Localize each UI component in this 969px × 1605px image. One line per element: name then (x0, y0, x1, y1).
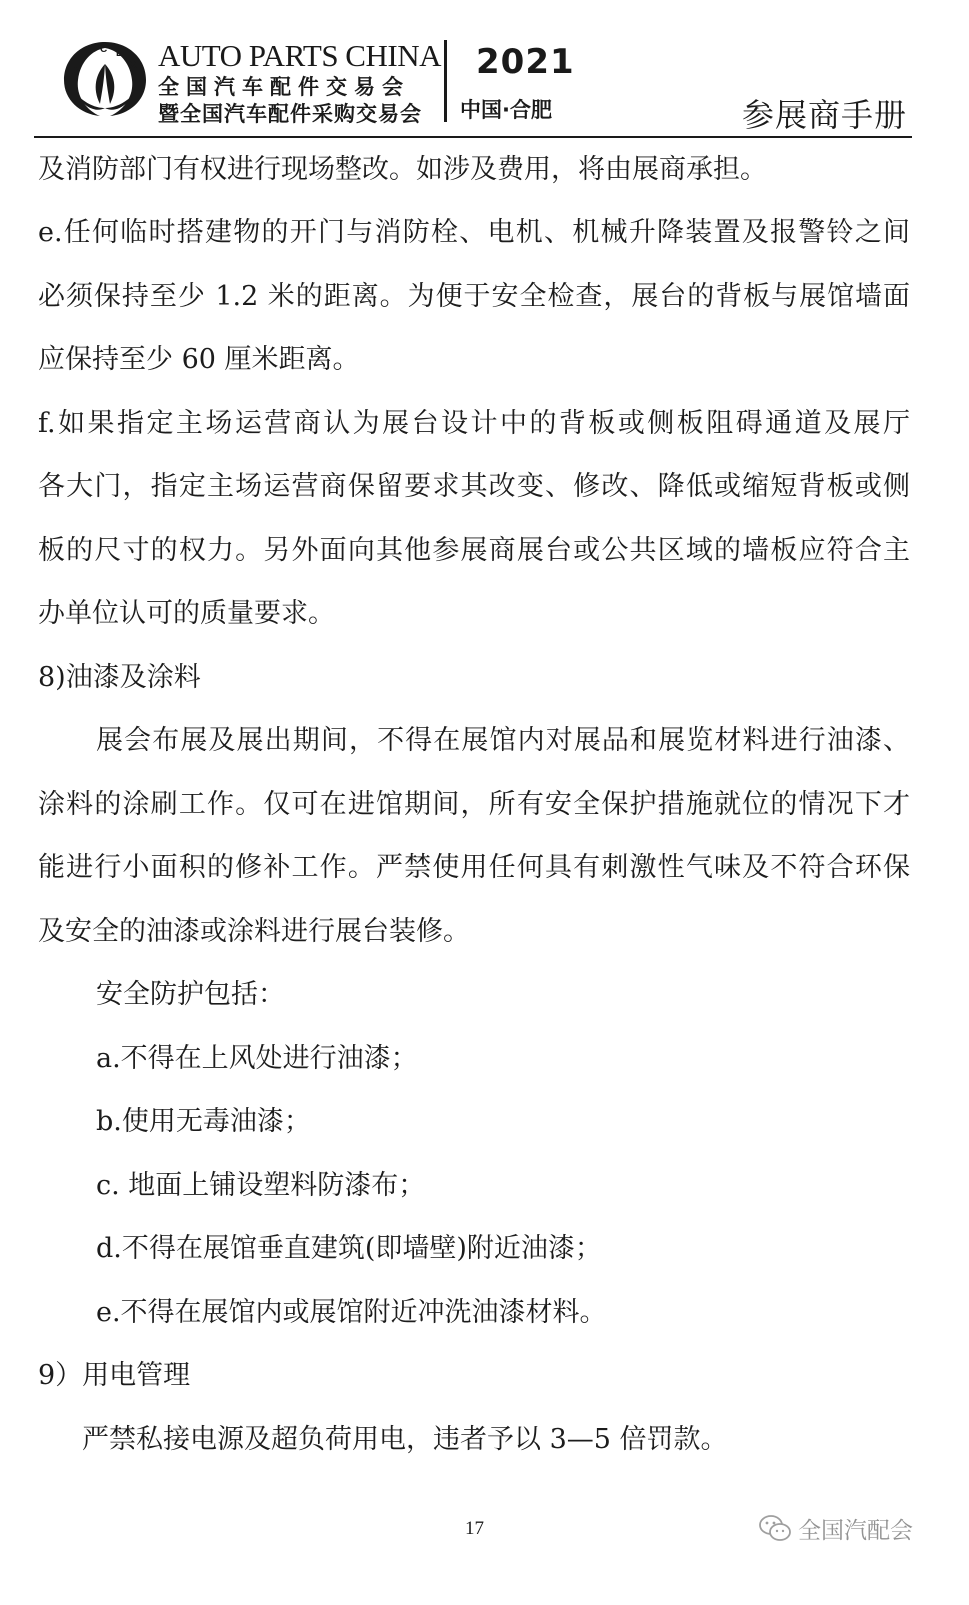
section-heading-paint: 8)油漆及涂料 (38, 662, 201, 693)
text-line: 及消防部门有权进行现场整改。如涉及费用，将由展商承担。 (38, 154, 767, 185)
text-line: 各大门，指定主场运营商保留要求其改变、修改、降低或缩短背板或侧 (38, 471, 910, 502)
watermark-text: 全国汽配会 (798, 1517, 913, 1544)
list-item-c: c. 地面上铺设塑料防漆布； (96, 1170, 426, 1201)
text-line: 涂料的涂刷工作。仅可在进馆期间，所有安全保护措施就位的情况下才 (38, 789, 910, 820)
svg-text:P: P (84, 50, 91, 61)
paragraph-first-line: 展会布展及展出期间，不得在展馆内对展品和展览材料进行油漆、 (96, 725, 910, 756)
text-line: 及安全的油漆或涂料进行展台装修。 (38, 916, 470, 947)
text-line: 板的尺寸的权力。另外面向其他参展商展台或公共区域的墙板应符合主 (38, 535, 910, 566)
watermark (758, 1512, 913, 1544)
text-line: 必须保持至少 1.2 米的距离。为便于安全检查，展台的背板与展馆墙面 (38, 281, 910, 312)
wechat-icon (758, 1513, 792, 1543)
page-header (0, 0, 969, 140)
document-title: 参展商手册 (741, 96, 907, 134)
text-line: 能进行小面积的修补工作。严禁使用任何具有刺激性气味及不符合环保 (38, 852, 910, 883)
svg-text:A: A (72, 66, 80, 77)
header-rule (34, 136, 912, 138)
event-city: 中国·合肥 (460, 98, 552, 122)
svg-text:X: X (130, 60, 137, 71)
list-item-f: f.如果指定主场运营商认为展台设计中的背板或侧板阻碍通道及展厅 (38, 408, 910, 439)
list-item-d: d.不得在展馆垂直建筑(即墙壁)附近油漆； (96, 1233, 602, 1264)
brand-chinese-title: 全国汽车配件交易会 (158, 75, 410, 99)
list-item-e2: e.不得在展馆内或展馆附近冲洗油漆材料。 (96, 1297, 607, 1328)
event-year: 2021 (476, 42, 575, 82)
brand-english-title: AUTO PARTS CHINA (158, 38, 441, 73)
section-heading-power: 9）用电管理 (38, 1360, 191, 1391)
list-item-e: e.任何临时搭建物的开门与消防栓、电机、机械升降装置及报警铃之间 (38, 217, 910, 248)
svg-text:E: E (116, 48, 123, 59)
text-line: 办单位认可的质量要求。 (38, 598, 335, 629)
list-item-b: b.使用无毒油漆； (96, 1106, 311, 1137)
text-line: 严禁私接电源及超负荷用电，违者予以 3—5 倍罚款。 (82, 1424, 728, 1455)
svg-text:C: C (100, 44, 108, 55)
header-divider (444, 40, 447, 122)
brand-chinese-subtitle: 暨全国汽车配件采购交易会 (158, 102, 422, 126)
text-line: 应保持至少 60 厘米距离。 (38, 344, 360, 375)
list-item-a: a.不得在上风处进行油漆； (96, 1043, 418, 1074)
apcex-logo (56, 34, 154, 120)
page-number: 17 (465, 1518, 484, 1539)
safety-intro: 安全防护包括： (96, 979, 285, 1010)
